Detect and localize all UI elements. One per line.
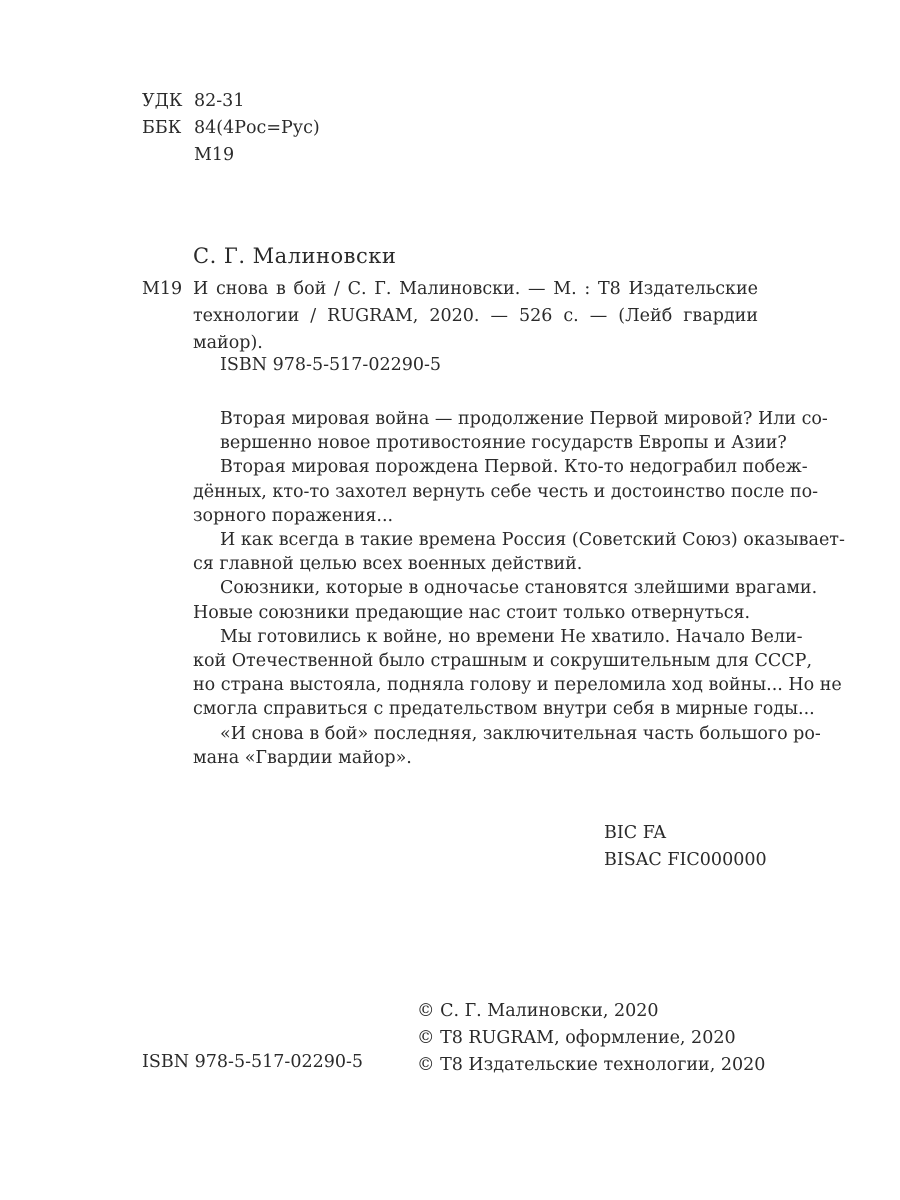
bisac-code: BISAC FIC000000: [604, 850, 767, 870]
copyright-block: [417, 998, 765, 1079]
annotation: [193, 407, 845, 770]
annotation-paragraph: [193, 528, 845, 576]
bib-author-mark: М19: [142, 279, 183, 299]
subject-classification: [604, 820, 767, 874]
annotation-line: Новые союзники предающие нас стоит только отвернуться.: [193, 602, 751, 623]
code-key: ББК: [142, 118, 182, 138]
code-row-udk: [142, 88, 320, 115]
annotation-line: вершенно новое противостояние государств Европы и Азии?: [220, 433, 787, 454]
copyright-line: © Т8 RUGRAM, оформление, 2020: [417, 1028, 736, 1048]
annotation-line: Мы готовились к войне, но времени Не хватило. Начало Вели-: [220, 626, 803, 647]
annotation-line: «И снова в бой» последняя, заключительная часть большого ро-: [220, 723, 821, 744]
annotation-paragraph: [193, 625, 842, 722]
annotation-line: Вторая мировая война — продолжение Первой мировой? Или со-: [220, 409, 828, 429]
annotation-paragraph: [193, 407, 828, 455]
code-row-author-mark: [142, 142, 320, 169]
bibliographic-record: И снова в бой / С. Г. Малиновски. — М. : Т8 Издательские технологии / RUGRAM, 2020. — 526 с. — (Лейб гвардии майор).: [193, 279, 758, 353]
isbn-bottom: ISBN 978-5-517-02290-5: [142, 1052, 364, 1072]
copyright-line: © Т8 Издательские технологии, 2020: [417, 1055, 766, 1075]
annotation-paragraph: [193, 576, 818, 624]
annotation-paragraph: [193, 455, 819, 528]
annotation-line: И как всегда в такие времена Россия (Советский Союз) оказывает-: [220, 530, 845, 551]
bic-code: BIC FA: [604, 823, 666, 843]
code-row-bbk: [142, 115, 320, 142]
annotation-line: ся главной целью всех военных действий.: [193, 554, 583, 575]
code-value: 82-31: [194, 91, 245, 111]
author-heading: С. Г. Малиновски: [193, 244, 397, 268]
isbn-top: ISBN 978-5-517-02290-5: [220, 355, 442, 375]
code-key: УДК: [142, 91, 183, 111]
annotation-line: мана «Гвардии майор».: [193, 747, 412, 768]
copyright-line: © С. Г. Малиновски, 2020: [417, 1001, 659, 1021]
annotation-line: Союзники, которые в одночасье становятся злейшими врагами.: [220, 578, 818, 599]
annotation-line: но страна выстояла, подняла голову и переломила ход войны... Но не: [193, 675, 842, 696]
annotation-paragraph: [193, 722, 821, 770]
classification-codes: [142, 88, 320, 169]
code-key: [142, 142, 194, 169]
annotation-line: дённых, кто-то захотел вернуть себе честь и достоинство после по-: [193, 481, 819, 502]
annotation-line: смогла справиться с предательством внутри себя в мирные годы...: [193, 699, 815, 720]
annotation-line: зорного поражения...: [193, 505, 394, 526]
annotation-line: Вторая мировая порождена Первой. Кто-то недограбил побеж-: [220, 457, 808, 478]
annotation-line: кой Отечественной было страшным и сокрушительным для СССР,: [193, 651, 813, 672]
code-value: 84(4Рос=Рус): [194, 118, 320, 138]
code-value: М19: [194, 145, 235, 165]
